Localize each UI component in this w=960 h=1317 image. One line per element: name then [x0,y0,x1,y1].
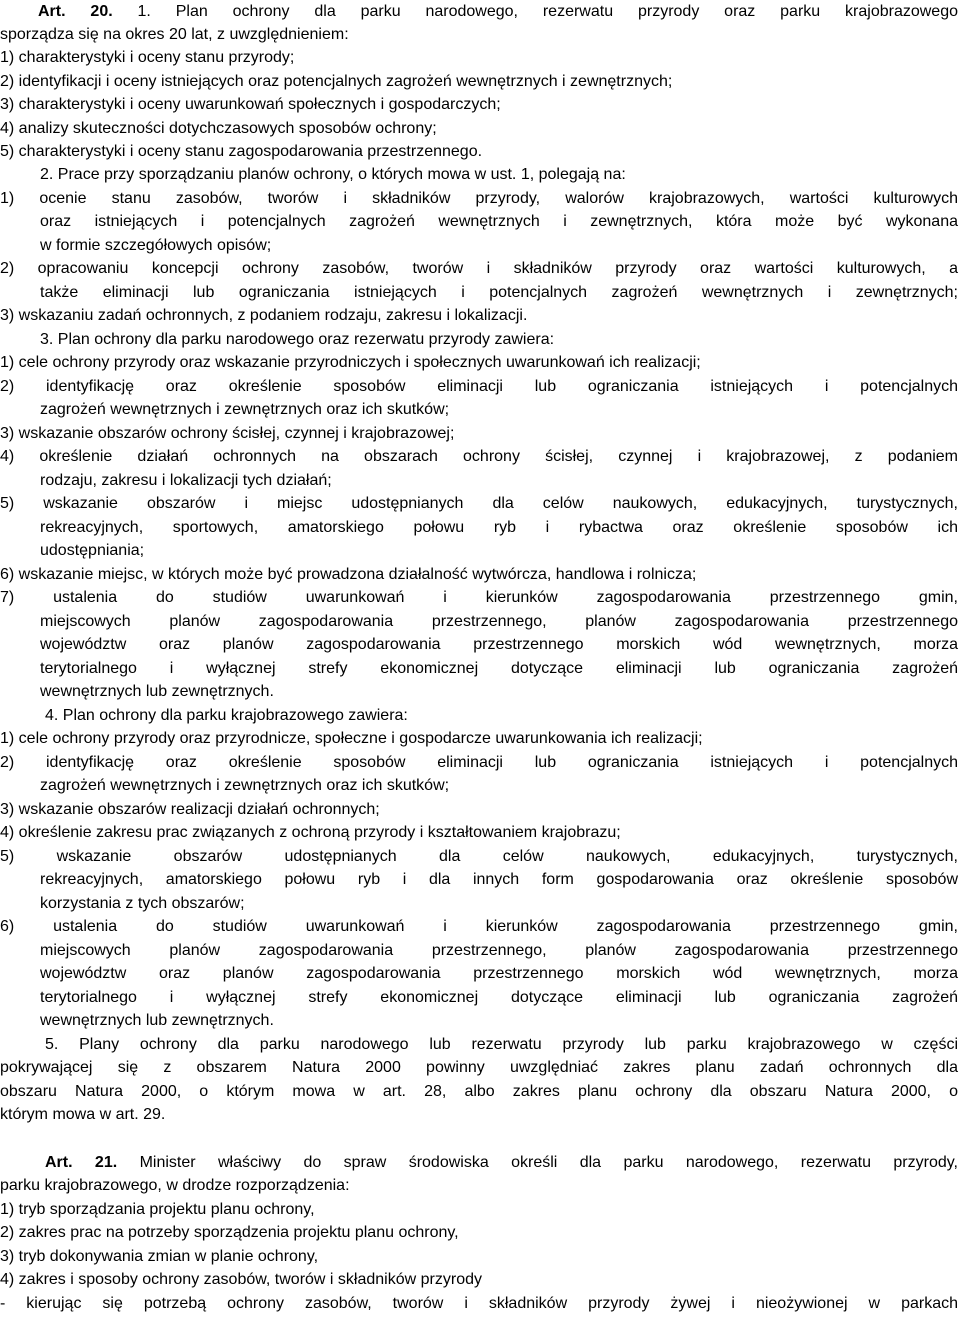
line-text: rekreacyjnych, amatorskiego połowu ryb i dla innych form gospodarowania oraz określenie sposobów [40,871,958,888]
line-text: sporządza się na okres 20 lat, z uwzględnieniem: [0,26,349,43]
text-line [0,588,958,608]
text-line [40,870,958,890]
line-text: 6) ustalenia do studiów uwarunkowań i kierunków zagospodarowania przestrzennego gmin, [0,918,958,935]
text-line [45,1035,958,1055]
text-line [40,776,958,796]
line-text: 5. Plany ochrony dla parku narodowego lub rezerwatu przyrody lub parku krajobrazowego w części [45,1036,958,1053]
text-line [38,2,958,22]
line-text: także eliminacji lub ograniczania istniejących i potencjalnych zagrożeń wewnętrznych i zewnętrznych; [40,284,958,301]
line-text: 2) identyfikacji i oceny istniejących oraz potencjalnych zagrożeń wewnętrznych i zewnętrznych; [0,73,673,90]
line-text: województw oraz planów zagospodarowania przestrzennego morskich wód wewnętrznych, morza [40,636,958,653]
line-text: 4) zakres i sposoby ochrony zasobów, tworów i składników przyrody [0,1271,482,1288]
text-line [40,659,958,679]
text-line [0,447,958,467]
line-text: terytorialnego i wyłącznej strefy ekonomicznej dotyczące eliminacji lub ograniczania zagrożeń [40,660,958,677]
line-text: wewnętrznych lub zewnętrznych. [40,1012,274,1029]
line-text: - kierując się potrzebą ochrony zasobów, tworów i składników przyrody żywej i nieożywionej w parkach [0,1295,958,1312]
line-text: miejscowych planów zagospodarowania przestrzennego, planów zagospodarowania przestrzennego [40,613,958,630]
line-text: 3) charakterystyki i oceny uwarunkowań społecznych i gospodarczych; [0,96,501,113]
text-line [0,1270,958,1290]
line-text: rekreacyjnych, sportowych, amatorskiego połowu ryb i rybactwa oraz określenie sposobów ich [40,519,958,536]
text-line [45,706,958,726]
line-text: 1) charakterystyki i oceny stanu przyrody; [0,49,295,66]
line-text: 1) ocenie stanu zasobów, tworów i składników przyrody, walorów krajobrazowych, wartości kulturowych [0,190,958,207]
line-text: 3. Plan ochrony dla parku narodowego oraz rezerwatu przyrody zawiera: [40,331,555,348]
line-text: 5) wskazanie obszarów udostępnianych dla celów naukowych, edukacyjnych, turystycznych, [0,848,958,865]
text-line [0,1223,958,1243]
line-text: 3) wskazaniu zadań ochronnych, z podaniem rodzaju, zakresu i lokalizacji. [0,307,528,324]
text-line [40,236,958,256]
line-text: w formie szczegółowych opisów; [40,237,272,254]
text-line [0,1200,958,1220]
line-text: 1) tryb sporządzania projektu planu ochrony, [0,1201,315,1218]
text-line [40,682,958,702]
text-line [0,800,958,820]
line-text: 4. Plan ochrony dla parku krajobrazowego zawiera: [45,707,408,724]
text-line [0,1247,958,1267]
text-line [0,753,958,773]
text-line [40,330,958,350]
text-line [0,189,958,209]
line-text: 2) identyfikację oraz określenie sposobów eliminacji lub ograniczania istniejących i potencjalnych [0,754,958,771]
line-text: 2) zakres prac na potrzeby sporządzenia projektu planu ochrony, [0,1224,459,1241]
text-line [0,377,958,397]
line-text: parku krajobrazowego, w drodze rozporządzenia: [0,1177,350,1194]
text-line [0,847,958,867]
line-text: udostępniania; [40,542,145,559]
line-text: Minister właściwy do spraw środowiska określi dla parku narodowego, rezerwatu przyrody, [117,1154,959,1171]
text-line [0,25,958,45]
line-text: zagrożeń wewnętrznych i zewnętrznych oraz ich skutków; [40,401,450,418]
line-text: 2) identyfikację oraz określenie sposobów eliminacji lub ograniczania istniejących i potencjalnych [0,378,958,395]
text-line [40,165,958,185]
text-line [0,95,958,115]
line-text: 4) określenie zakresu prac związanych z ochroną przyrody i kształtowaniem krajobrazu; [0,824,621,841]
line-text: 7) ustalenia do studiów uwarunkowań i kierunków zagospodarowania przestrzennego gmin, [0,589,958,606]
line-text: województw oraz planów zagospodarowania przestrzennego morskich wód wewnętrznych, morza [40,965,958,982]
text-line [0,119,958,139]
line-text: wewnętrznych lub zewnętrznych. [40,683,274,700]
line-text: 5) wskazanie obszarów i miejsc udostępnianych dla celów naukowych, edukacyjnych, turystycznych, [0,495,958,512]
line-text: 4) analizy skuteczności dotychczasowych sposobów ochrony; [0,120,437,137]
line-text: 5) charakterystyki i oceny stanu zagospodarowania przestrzennego. [0,143,483,160]
text-line [40,400,958,420]
line-text: miejscowych planów zagospodarowania przestrzennego, planów zagospodarowania przestrzennego [40,942,958,959]
line-text: terytorialnego i wyłącznej strefy ekonomicznej dotyczące eliminacji lub ograniczania zagrożeń [40,989,958,1006]
article-number: Art. 20. [38,3,113,20]
line-text: 4) określenie działań ochronnych na obszarach ochrony ścisłej, czynnej i krajobrazowej, z podaniem [0,448,958,465]
text-line [0,1082,958,1102]
text-line [40,212,958,232]
text-line [0,1294,958,1314]
line-text: 2. Prace przy sporządzaniu planów ochrony, o których mowa w ust. 1, polegają na: [40,166,626,183]
line-text: obszaru Natura 2000, o którym mowa w art. 28, albo zakres planu ochrony dla obszaru Natura 2000, o [0,1083,958,1100]
text-line [0,424,958,444]
text-line [40,941,958,961]
line-text: zagrożeń wewnętrznych i zewnętrznych oraz ich skutków; [40,777,450,794]
text-line [0,1105,958,1125]
text-line [40,541,958,561]
text-line [40,964,958,984]
text-line [0,259,958,279]
line-text: 1) cele ochrony przyrody oraz przyrodnicze, społeczne i gospodarcze uwarunkowania ich realizacji; [0,730,703,747]
text-line [0,494,958,514]
text-line [40,471,958,491]
line-text: rodzaju, zakresu i lokalizacji tych działań; [40,472,332,489]
line-text: 1) cele ochrony przyrody oraz wskazanie przyrodniczych i społecznych uwarunkowań ich realizacji; [0,354,701,371]
text-line [0,823,958,843]
text-line [40,612,958,632]
text-line [0,729,958,749]
article-number: Art. 21. [45,1154,118,1171]
text-line [0,1176,958,1196]
line-text: oraz istniejących i potencjalnych zagrożeń wewnętrznych i zewnętrznych, która może być wykonana [40,213,958,230]
line-text: 1. Plan ochrony dla parku narodowego, rezerwatu przyrody oraz parku krajobrazowego [112,3,958,20]
text-line [0,565,958,585]
line-text: pokrywającej się z obszarem Natura 2000 powinny uwzględniać zakres planu zadań ochronnych dla [0,1059,958,1076]
text-line [0,72,958,92]
text-line [45,1153,958,1173]
text-line [0,353,958,373]
text-line [40,518,958,538]
line-text: którym mowa w art. 29. [0,1106,166,1123]
text-line [0,1058,958,1078]
line-text: 3) tryb dokonywania zmian w planie ochrony, [0,1248,319,1265]
text-line [40,1011,958,1031]
text-line [40,283,958,303]
line-text: 3) wskazanie obszarów realizacji działań ochronnych; [0,801,380,818]
text-line [0,306,958,326]
text-line [0,142,958,162]
line-text: 6) wskazanie miejsc, w których może być prowadzona działalność wytwórcza, handlowa i rolnicza; [0,566,697,583]
text-line [40,894,958,914]
line-text: 3) wskazanie obszarów ochrony ścisłej, czynnej i krajobrazowej; [0,425,455,442]
text-line [0,48,958,68]
text-line [0,917,958,937]
text-line [40,988,958,1008]
line-text: korzystania z tych obszarów; [40,895,245,912]
text-line [40,635,958,655]
line-text: 2) opracowaniu koncepcji ochrony zasobów, tworów i składników przyrody oraz wartości kulturowych, a [0,260,958,277]
